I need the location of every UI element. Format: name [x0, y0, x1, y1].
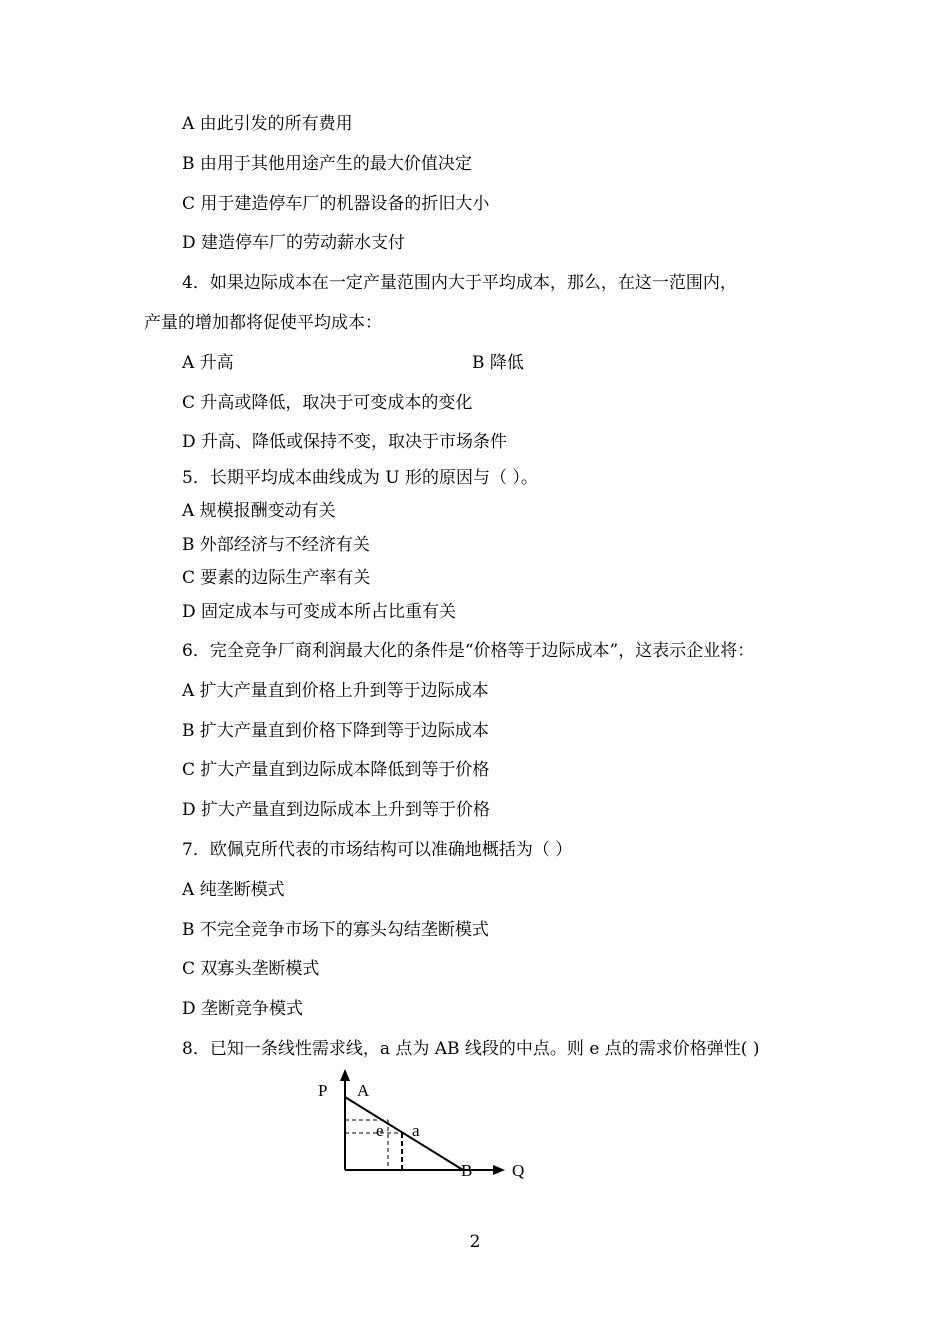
q4-stem-line2: 产量的增加都将促使平均成本： — [144, 313, 382, 333]
q3-option-c: C 用于建造停车厂的机器设备的折旧大小 — [182, 194, 490, 214]
q6-option-d: D 扩大产量直到边际成本上升到等于价格 — [182, 800, 491, 820]
q5-stem: 5．长期平均成本曲线成为 U 形的原因与（ ）。 — [182, 468, 538, 488]
q7-option-b: B 不完全竞争市场下的寡头勾结垄断模式 — [182, 920, 489, 940]
q5-option-c: C 要素的边际生产率有关 — [182, 568, 371, 588]
q5-option-a: A 规模报酬变动有关 — [182, 501, 336, 521]
q6-option-a: A 扩大产量直到价格上升到等于边际成本 — [182, 681, 489, 701]
q4-option-d: D 升高、降低或保持不变，取决于市场条件 — [182, 432, 508, 452]
page-number: 2 — [469, 1232, 481, 1252]
q-axis-arrow — [493, 1165, 505, 1175]
q7-option-c: C 双寡头垄断模式 — [182, 959, 320, 979]
label-q: Q — [512, 1161, 525, 1180]
q6-option-c: C 扩大产量直到边际成本降低到等于价格 — [182, 760, 490, 780]
label-a: a — [412, 1121, 420, 1140]
q4-option-c: C 升高或降低，取决于可变成本的变化 — [182, 393, 473, 413]
q3-option-a: A 由此引发的所有费用 — [182, 114, 353, 134]
q7-stem: 7．欧佩克所代表的市场结构可以准确地概括为（ ） — [182, 840, 573, 860]
p-axis-arrow — [340, 1069, 350, 1081]
q4-stem-line1: 4．如果边际成本在一定产量范围内大于平均成本，那么，在这一范围内， — [182, 273, 737, 293]
demand-curve-diagram — [300, 1065, 540, 1190]
q7-option-a: A 纯垄断模式 — [182, 880, 285, 900]
q3-option-d: D 建造停车厂的劳动薪水支付 — [182, 233, 406, 253]
q4-option-a: A 升高 — [182, 353, 234, 373]
q6-option-b: B 扩大产量直到价格下降到等于边际成本 — [182, 721, 489, 741]
label-B: B — [461, 1161, 473, 1180]
label-p: P — [318, 1081, 328, 1100]
q3-option-b: B 由用于其他用途产生的最大价值决定 — [182, 154, 472, 174]
label-e: e — [376, 1121, 384, 1140]
q7-option-d: D 垄断竞争模式 — [182, 999, 304, 1019]
q4-option-b: B 降低 — [472, 353, 524, 373]
q8-stem: 8．已知一条线性需求线，a 点为 AB 线段的中点。则 e 点的需求价格弹性( ) — [182, 1039, 760, 1059]
label-A: A — [357, 1081, 370, 1100]
q5-option-b: B 外部经济与不经济有关 — [182, 535, 370, 555]
q6-stem: 6．完全竞争厂商利润最大化的条件是“价格等于边际成本”，这表示企业将： — [182, 641, 755, 661]
q5-option-d: D 固定成本与可变成本所占比重有关 — [182, 602, 457, 622]
